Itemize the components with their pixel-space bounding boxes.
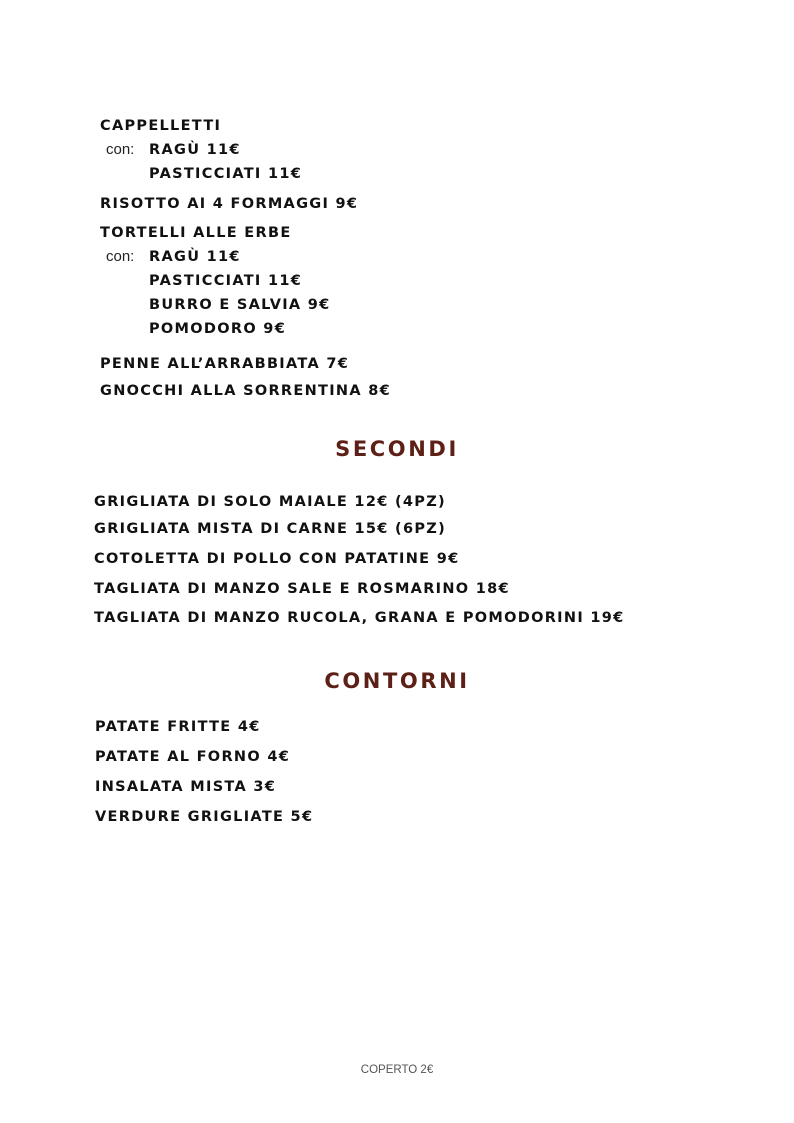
secondi-item: GRIGLIATA DI SOLO MAIALE 12€ (4PZ) (94, 494, 446, 510)
contorni-item: INSALATA MISTA 3€ (95, 779, 277, 795)
secondi-heading: SECONDI (335, 437, 459, 461)
tortelli-option-pomodoro: POMODORO 9€ (149, 321, 287, 337)
secondi-item: TAGLIATA DI MANZO RUCOLA, GRANA E POMODORINI 19€ (94, 610, 625, 626)
con-label: con: (106, 248, 135, 265)
menu-item-tortelli: TORTELLI ALLE ERBE (100, 225, 292, 241)
contorni-item: VERDURE GRIGLIATE 5€ (95, 809, 314, 825)
contorni-item: PATATE AL FORNO 4€ (95, 749, 291, 765)
contorni-heading: CONTORNI (324, 669, 470, 693)
menu-item-gnocchi: GNOCCHI ALLA SORRENTINA 8€ (100, 383, 392, 399)
menu-item-penne: PENNE ALL’ARRABBIATA 7€ (100, 356, 350, 372)
secondi-item: TAGLIATA DI MANZO SALE E ROSMARINO 18€ (94, 581, 510, 597)
secondi-item: COTOLETTA DI POLLO CON PATATINE 9€ (94, 551, 460, 567)
coperto-note: COPERTO 2€ (360, 1064, 434, 1076)
tortelli-option-burro-salvia: BURRO E SALVIA 9€ (149, 297, 331, 313)
tortelli-option-ragu: RAGÙ 11€ (149, 249, 241, 265)
contorni-item: PATATE FRITTE 4€ (95, 719, 261, 735)
menu-item-risotto: RISOTTO AI 4 FORMAGGI 9€ (100, 196, 359, 212)
menu-item-cappelletti: CAPPELLETTI (100, 118, 222, 134)
cappelletti-option-pasticciati: PASTICCIATI 11€ (149, 166, 303, 182)
secondi-item: GRIGLIATA MISTA DI CARNE 15€ (6PZ) (94, 521, 447, 537)
con-label: con: (106, 141, 135, 158)
tortelli-option-pasticciati: PASTICCIATI 11€ (149, 273, 303, 289)
cappelletti-option-ragu: RAGÙ 11€ (149, 142, 241, 158)
